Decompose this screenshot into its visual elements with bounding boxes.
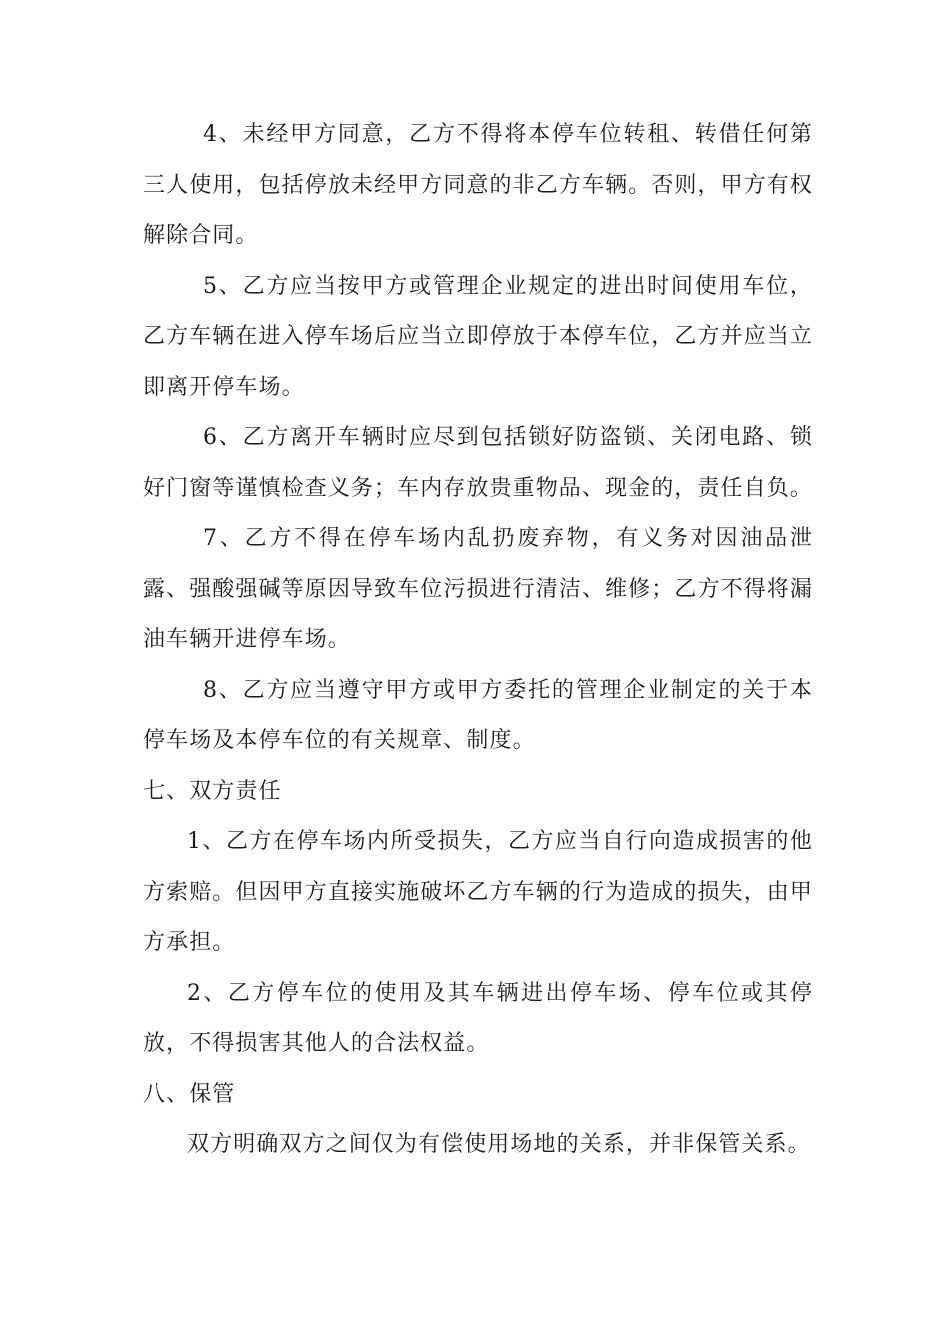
section-7-heading: 七、双方责任 — [143, 778, 282, 804]
document-body — [143, 110, 813, 1171]
section-7-item-2: 2、乙方停车位的使用及其车辆进出停车场、停车位或其停放，不得损害其他人的合法权益。 — [143, 980, 813, 1056]
clause-6: 6、乙方离开车辆时应尽到包括锁好防盗锁、关闭电路、锁好门窗等谨慎检查义务；车内存放贵重物品、现金的，责任自负。 — [143, 425, 813, 501]
section-8-heading: 八、保管 — [143, 1081, 236, 1107]
clause-7: 7、乙方不得在停车场内乱扔废弃物，有义务对因油品泄露、强酸强碱等原因导致车位污损进行清洁、维修；乙方不得将漏油车辆开进停车场。 — [143, 526, 813, 652]
clause-5: 5、乙方应当按甲方或管理企业规定的进出时间使用车位，乙方车辆在进入停车场后应当立即停放于本停车位，乙方并应当立即离开停车场。 — [143, 273, 813, 400]
clause-8: 8、乙方应当遵守甲方或甲方委托的管理企业制定的关于本停车场及本停车位的有关规章、制度。 — [143, 677, 813, 753]
section-8-text: 双方明确双方之间仅为有偿使用场地的关系，并非保管关系。 — [187, 1132, 811, 1157]
section-7-item-1: 1、乙方在停车场内所受损失，乙方应当自行向造成损害的他方索赔。但因甲方直接实施破坏乙方车辆的行为造成的损失，由甲方承担。 — [143, 829, 813, 955]
clause-4: 4、未经甲方同意，乙方不得将本停车位转租、转借任何第三人使用，包括停放未经甲方同意的非乙方车辆。否则，甲方有权解除合同。 — [143, 122, 813, 248]
